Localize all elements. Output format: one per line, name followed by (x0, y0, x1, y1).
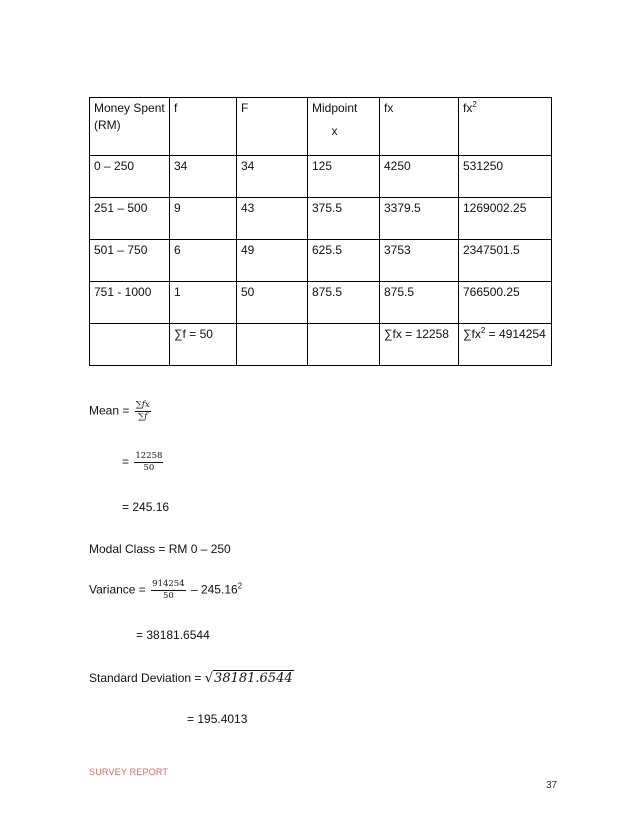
cell-empty (237, 324, 308, 366)
cell-f: 6 (170, 240, 237, 282)
cell-cumulative-f: 34 (237, 156, 308, 198)
cell-sum-fx: ∑fx = 12258 (380, 324, 459, 366)
table-row (90, 198, 552, 240)
mean-sub-denominator: 50 (143, 463, 155, 473)
cell-range: 501 – 750 (90, 240, 170, 282)
cell-range: 0 – 250 (90, 156, 170, 198)
header-midpoint (308, 98, 380, 156)
sum-fx2-exp: 2 (480, 326, 486, 335)
sd-formula (89, 671, 294, 686)
variance-exponent: 2 (237, 581, 243, 591)
sum-fx2-base: ∑fx (463, 327, 481, 341)
header-fx2 (459, 98, 552, 156)
table-header-row (90, 98, 552, 156)
variance-denominator: 50 (162, 591, 174, 601)
header-f: f (170, 98, 237, 156)
cell-sum-fx2 (459, 324, 552, 366)
footer-report-label: SURVEY REPORT (89, 767, 169, 777)
header-midpoint-var: x (331, 124, 338, 138)
variance-result: = 38181.6544 (136, 628, 210, 642)
cell-fx2: 2347501.5 (459, 240, 552, 282)
sd-sqrt (205, 670, 294, 686)
cell-cumulative-f: 49 (237, 240, 308, 282)
cell-midpoint: 625.5 (308, 240, 380, 282)
table-row (90, 156, 552, 198)
sum-fx2-value: = 4914254 (485, 327, 546, 341)
cell-midpoint: 125 (308, 156, 380, 198)
mean-sub-eq: = (122, 454, 130, 469)
mean-sub-fraction (134, 451, 163, 474)
page-number: 37 (546, 780, 558, 791)
header-money-unit: (RM) (94, 118, 121, 132)
mean-label: Mean = (89, 403, 130, 418)
cell-empty (308, 324, 380, 366)
variance-formula (89, 579, 242, 602)
header-money-spent (90, 98, 170, 156)
cell-f: 9 (170, 198, 237, 240)
mean-numerator: ∑fx (135, 400, 150, 410)
cell-fx: 875.5 (380, 282, 459, 324)
cell-cumulative-f: 50 (237, 282, 308, 324)
header-fx2-exp: 2 (472, 100, 477, 109)
variance-numerator: 914254 (152, 579, 185, 589)
sd-result: = 195.4013 (187, 712, 248, 726)
cell-fx2: 531250 (459, 156, 552, 198)
sd-label: Standard Deviation = (89, 671, 202, 685)
sd-radicand: 38181.6544 (214, 671, 293, 686)
mean-denominator: ∑f (138, 412, 148, 422)
header-midpoint-label: Midpoint (312, 101, 358, 115)
cell-fx2: 1269002.25 (459, 198, 552, 240)
header-money-spent-label: Money Spent (94, 101, 165, 115)
header-fx: fx (380, 98, 459, 156)
table-row (90, 282, 552, 324)
cell-fx: 3379.5 (380, 198, 459, 240)
modal-class: Modal Class = RM 0 – 250 (89, 542, 231, 556)
cell-range: 251 – 500 (90, 198, 170, 240)
mean-sub-numerator: 12258 (135, 451, 163, 461)
cell-fx: 3753 (380, 240, 459, 282)
cell-f: 34 (170, 156, 237, 198)
variance-label: Variance = (89, 582, 146, 597)
mean-result: = 245.16 (122, 500, 170, 514)
header-fx2-base: fx (463, 101, 473, 115)
cell-f: 1 (170, 282, 237, 324)
cell-fx2: 766500.25 (459, 282, 552, 324)
variance-fraction (151, 579, 185, 602)
frequency-table (89, 97, 552, 366)
mean-substitution (122, 451, 165, 474)
table-totals-row (90, 324, 552, 366)
table-row (90, 240, 552, 282)
sqrt-icon: √ (204, 671, 214, 686)
variance-minus-term: – 245.16 (190, 582, 238, 597)
cell-sum-f: ∑f = 50 (170, 324, 237, 366)
cell-fx: 4250 (380, 156, 459, 198)
mean-formula (89, 400, 153, 423)
cell-range: 751 - 1000 (90, 282, 170, 324)
header-cumulative-f: F (237, 98, 308, 156)
cell-midpoint: 375.5 (308, 198, 380, 240)
cell-empty (90, 324, 170, 366)
mean-fraction (135, 400, 151, 423)
cell-cumulative-f: 43 (237, 198, 308, 240)
cell-midpoint: 875.5 (308, 282, 380, 324)
